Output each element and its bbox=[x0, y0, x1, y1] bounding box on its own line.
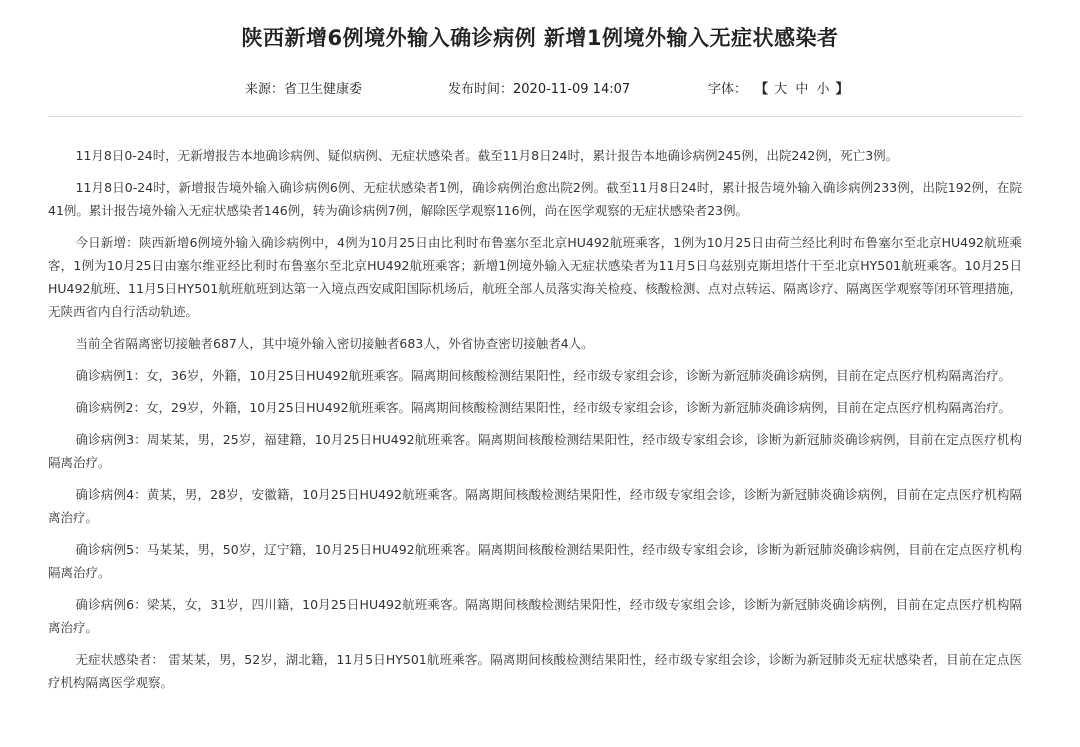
source-label: 来源：省卫生健康委 bbox=[245, 82, 363, 97]
paragraph: 确诊病例2：女，29岁，外籍，10月25日HU492航班乘客。隔离期间核酸检测结果阳性，经市级专家组会诊，诊断为新冠肺炎确诊病例，目前在定点医疗机构隔离治疗。 bbox=[75, 400, 1012, 415]
paragraph: 今日新增：陕西新增6例境外输入确诊病例中，4例为10月25日由比利时布鲁塞尔至北京HU492航班乘客，1例为10月25日由荷兰经比利时布鲁塞尔至北京HU492航班乘客，1例为10月25日由塞尔维亚经比利时布鲁塞尔至北京HU492航班乘客；新增1例境外输入无症状感染者为11月5日乌兹别克斯坦塔什干至北京HY501航班乘客。10月25日HU492航班、11月5日HY501航班航班到达第一入境点西安咸阳国际机场后，航班全部人员落实海关检疫、核酸检测、点对点转运、隔离诊疗、隔离医学观察等闭环管理措施，无陕西省内自行活动轨迹。 bbox=[48, 235, 1022, 319]
paragraph: 确诊病例1：女，36岁，外籍，10月25日HU492航班乘客。隔离期间核酸检测结果阳性，经市级专家组会诊，诊断为新冠肺炎确诊病例，目前在定点医疗机构隔离治疗。 bbox=[75, 368, 1012, 383]
article-body bbox=[48, 144, 1022, 703]
paragraph: 11月8日0-24时，新增报告境外输入确诊病例6例、无症状感染者1例，确诊病例治愈出院2例。截至11月8日24时，累计报告境外输入确诊病例233例，出院192例，在院41例。累计报告境外输入无症状感染者146例，转为确诊病例7例，解除医学观察116例，尚在医学观察的无症状感染者23例。 bbox=[48, 180, 1022, 218]
paragraph: 确诊病例5：马某某，男，50岁，辽宁籍，10月25日HU492航班乘客。隔离期间核酸检测结果阳性，经市级专家组会诊，诊断为新冠肺炎确诊病例，目前在定点医疗机构隔离治疗。 bbox=[48, 542, 1022, 580]
font-bracket-open: 【 bbox=[755, 82, 769, 97]
font-size-selector bbox=[755, 78, 849, 97]
font-size-large-button[interactable]: 大 bbox=[774, 82, 788, 97]
article-meta bbox=[0, 78, 1080, 98]
font-size-small-button[interactable]: 小 bbox=[816, 82, 830, 97]
font-bracket-close: 】 bbox=[835, 82, 849, 97]
paragraph: 11月8日0-24时，无新增报告本地确诊病例、疑似病例、无症状感染者。截至11月8日24时，累计报告本地确诊病例245例，出院242例，死亡3例。 bbox=[75, 148, 899, 163]
page-title: 陕西新增6例境外输入确诊病例 新增1例境外输入无症状感染者 bbox=[241, 26, 839, 50]
header-divider bbox=[48, 116, 1022, 117]
paragraph: 确诊病例3：周某某，男，25岁，福建籍，10月25日HU492航班乘客。隔离期间核酸检测结果阳性，经市级专家组会诊，诊断为新冠肺炎确诊病例，目前在定点医疗机构隔离治疗。 bbox=[48, 432, 1022, 470]
paragraph: 确诊病例4：黄某，男，28岁，安徽籍，10月25日HU492航班乘客。隔离期间核酸检测结果阳性，经市级专家组会诊，诊断为新冠肺炎确诊病例，目前在定点医疗机构隔离治疗。 bbox=[48, 487, 1022, 525]
font-size-medium-button[interactable]: 中 bbox=[795, 82, 809, 97]
paragraph: 确诊病例6：梁某，女，31岁，四川籍，10月25日HU492航班乘客。隔离期间核酸检测结果阳性，经市级专家组会诊，诊断为新冠肺炎确诊病例，目前在定点医疗机构隔离治疗。 bbox=[48, 597, 1022, 635]
publish-time: 发布时间：2020-11-09 14:07 bbox=[448, 82, 631, 97]
font-size-label: 字体： bbox=[708, 82, 748, 97]
paragraph: 当前全省隔离密切接触者687人，其中境外输入密切接触者683人，外省协查密切接触者4人。 bbox=[75, 336, 594, 351]
paragraph: 无症状感染者： 雷某某，男，52岁，湖北籍，11月5日HY501航班乘客。隔离期间核酸检测结果阳性，经市级专家组会诊，诊断为新冠肺炎无症状感染者，目前在定点医疗机构隔离医学观察。 bbox=[48, 652, 1022, 690]
